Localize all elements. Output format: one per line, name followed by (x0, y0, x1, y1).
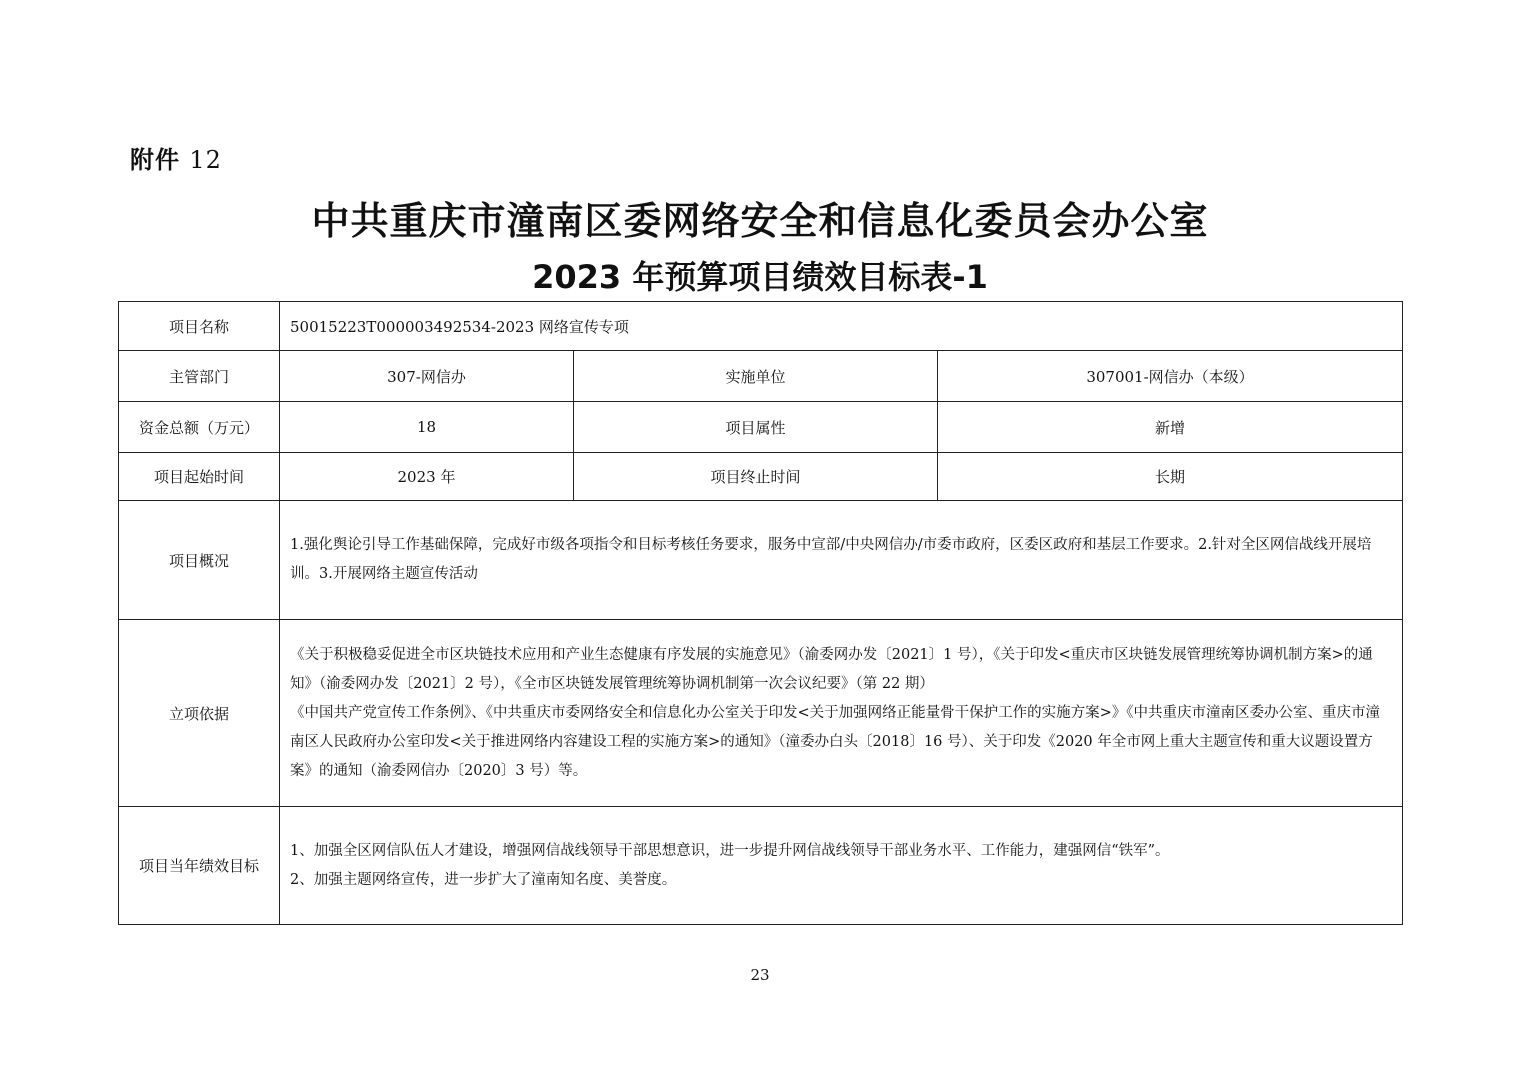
dept-label: 主管部门 (119, 351, 280, 402)
attr-value: 新增 (938, 402, 1403, 453)
goal-line: 1、加强全区网信队伍人才建设，增强网信战线领导干部思想意识，进一步提升网信战线领导干部业务水平、工作能力，建强网信“铁军”。 (290, 842, 1170, 859)
page-number: 23 (750, 966, 770, 984)
impl-value: 307001-网信办（本级） (938, 351, 1403, 402)
end-value: 长期 (938, 453, 1403, 501)
table-row-fund (119, 402, 1403, 453)
project-name-value: 50015223T000003492534-2023 网络宣传专项 (280, 302, 1403, 351)
basis-label: 立项依据 (119, 620, 280, 807)
table-row-basis (119, 620, 1403, 807)
overview-label: 项目概况 (119, 501, 280, 620)
attr-label: 项目属性 (574, 402, 938, 453)
table-row-department (119, 351, 1403, 402)
goal-text (280, 807, 1403, 925)
table-row-project-name (119, 302, 1403, 351)
basis-line: 《中国共产党宣传工作条例》、《中共重庆市委网络安全和信息化办公室关于印发<关于加强网络正能量骨干保护工作的实施方案>》《中共重庆市潼南区委办公室、重庆市潼南区人民政府办公室印发<关于推进网络内容建设工程的实施方案>的通知》（潼委办白头〔2018〕16 号）、关于印发《2020 年全市网上重大主题宣传和重大议题设置方案》的通知（渝委网信办〔2020〕3 号）等。 (290, 704, 1381, 779)
goal-line: 2、加强主题网络宣传，进一步扩大了潼南知名度、美誉度。 (290, 871, 677, 888)
goal-label: 项目当年绩效目标 (119, 807, 280, 925)
fund-value: 18 (280, 402, 574, 453)
document-title: 中共重庆市潼南区委网络安全和信息化委员会办公室 (311, 199, 1209, 243)
table-row-overview (119, 501, 1403, 620)
basis-text (280, 620, 1403, 807)
document-subtitle: 2023 年预算项目绩效目标表-1 (532, 258, 988, 296)
overview-text: 1.强化舆论引导工作基础保障，完成好市级各项指令和目标考核任务要求，服务中宣部/中央网信办/市委市政府，区委区政府和基层工作要求。2.针对全区网信战线开展培训。3.开展网络主题宣传活动 (280, 501, 1403, 620)
dept-value: 307-网信办 (280, 351, 574, 402)
attachment-text: 附件 (130, 146, 180, 174)
start-value: 2023 年 (280, 453, 574, 501)
attachment-label (130, 140, 222, 175)
project-name-label: 项目名称 (119, 302, 280, 351)
fund-label: 资金总额（万元） (119, 402, 280, 453)
table-row-goal (119, 807, 1403, 925)
end-label: 项目终止时间 (574, 453, 938, 501)
attachment-number: 12 (189, 146, 222, 174)
performance-target-table (118, 301, 1403, 925)
basis-line: 《关于积极稳妥促进全市区块链技术应用和产业生态健康有序发展的实施意见》（渝委网办发〔2021〕1 号），《关于印发<重庆市区块链发展管理统筹协调机制方案>的通知》（渝委网办发〔2021〕2 号），《全市区块链发展管理统筹协调机制第一次会议纪要》（第 22 期） (290, 646, 1373, 692)
start-label: 项目起始时间 (119, 453, 280, 501)
table-row-time (119, 453, 1403, 501)
impl-label: 实施单位 (574, 351, 938, 402)
